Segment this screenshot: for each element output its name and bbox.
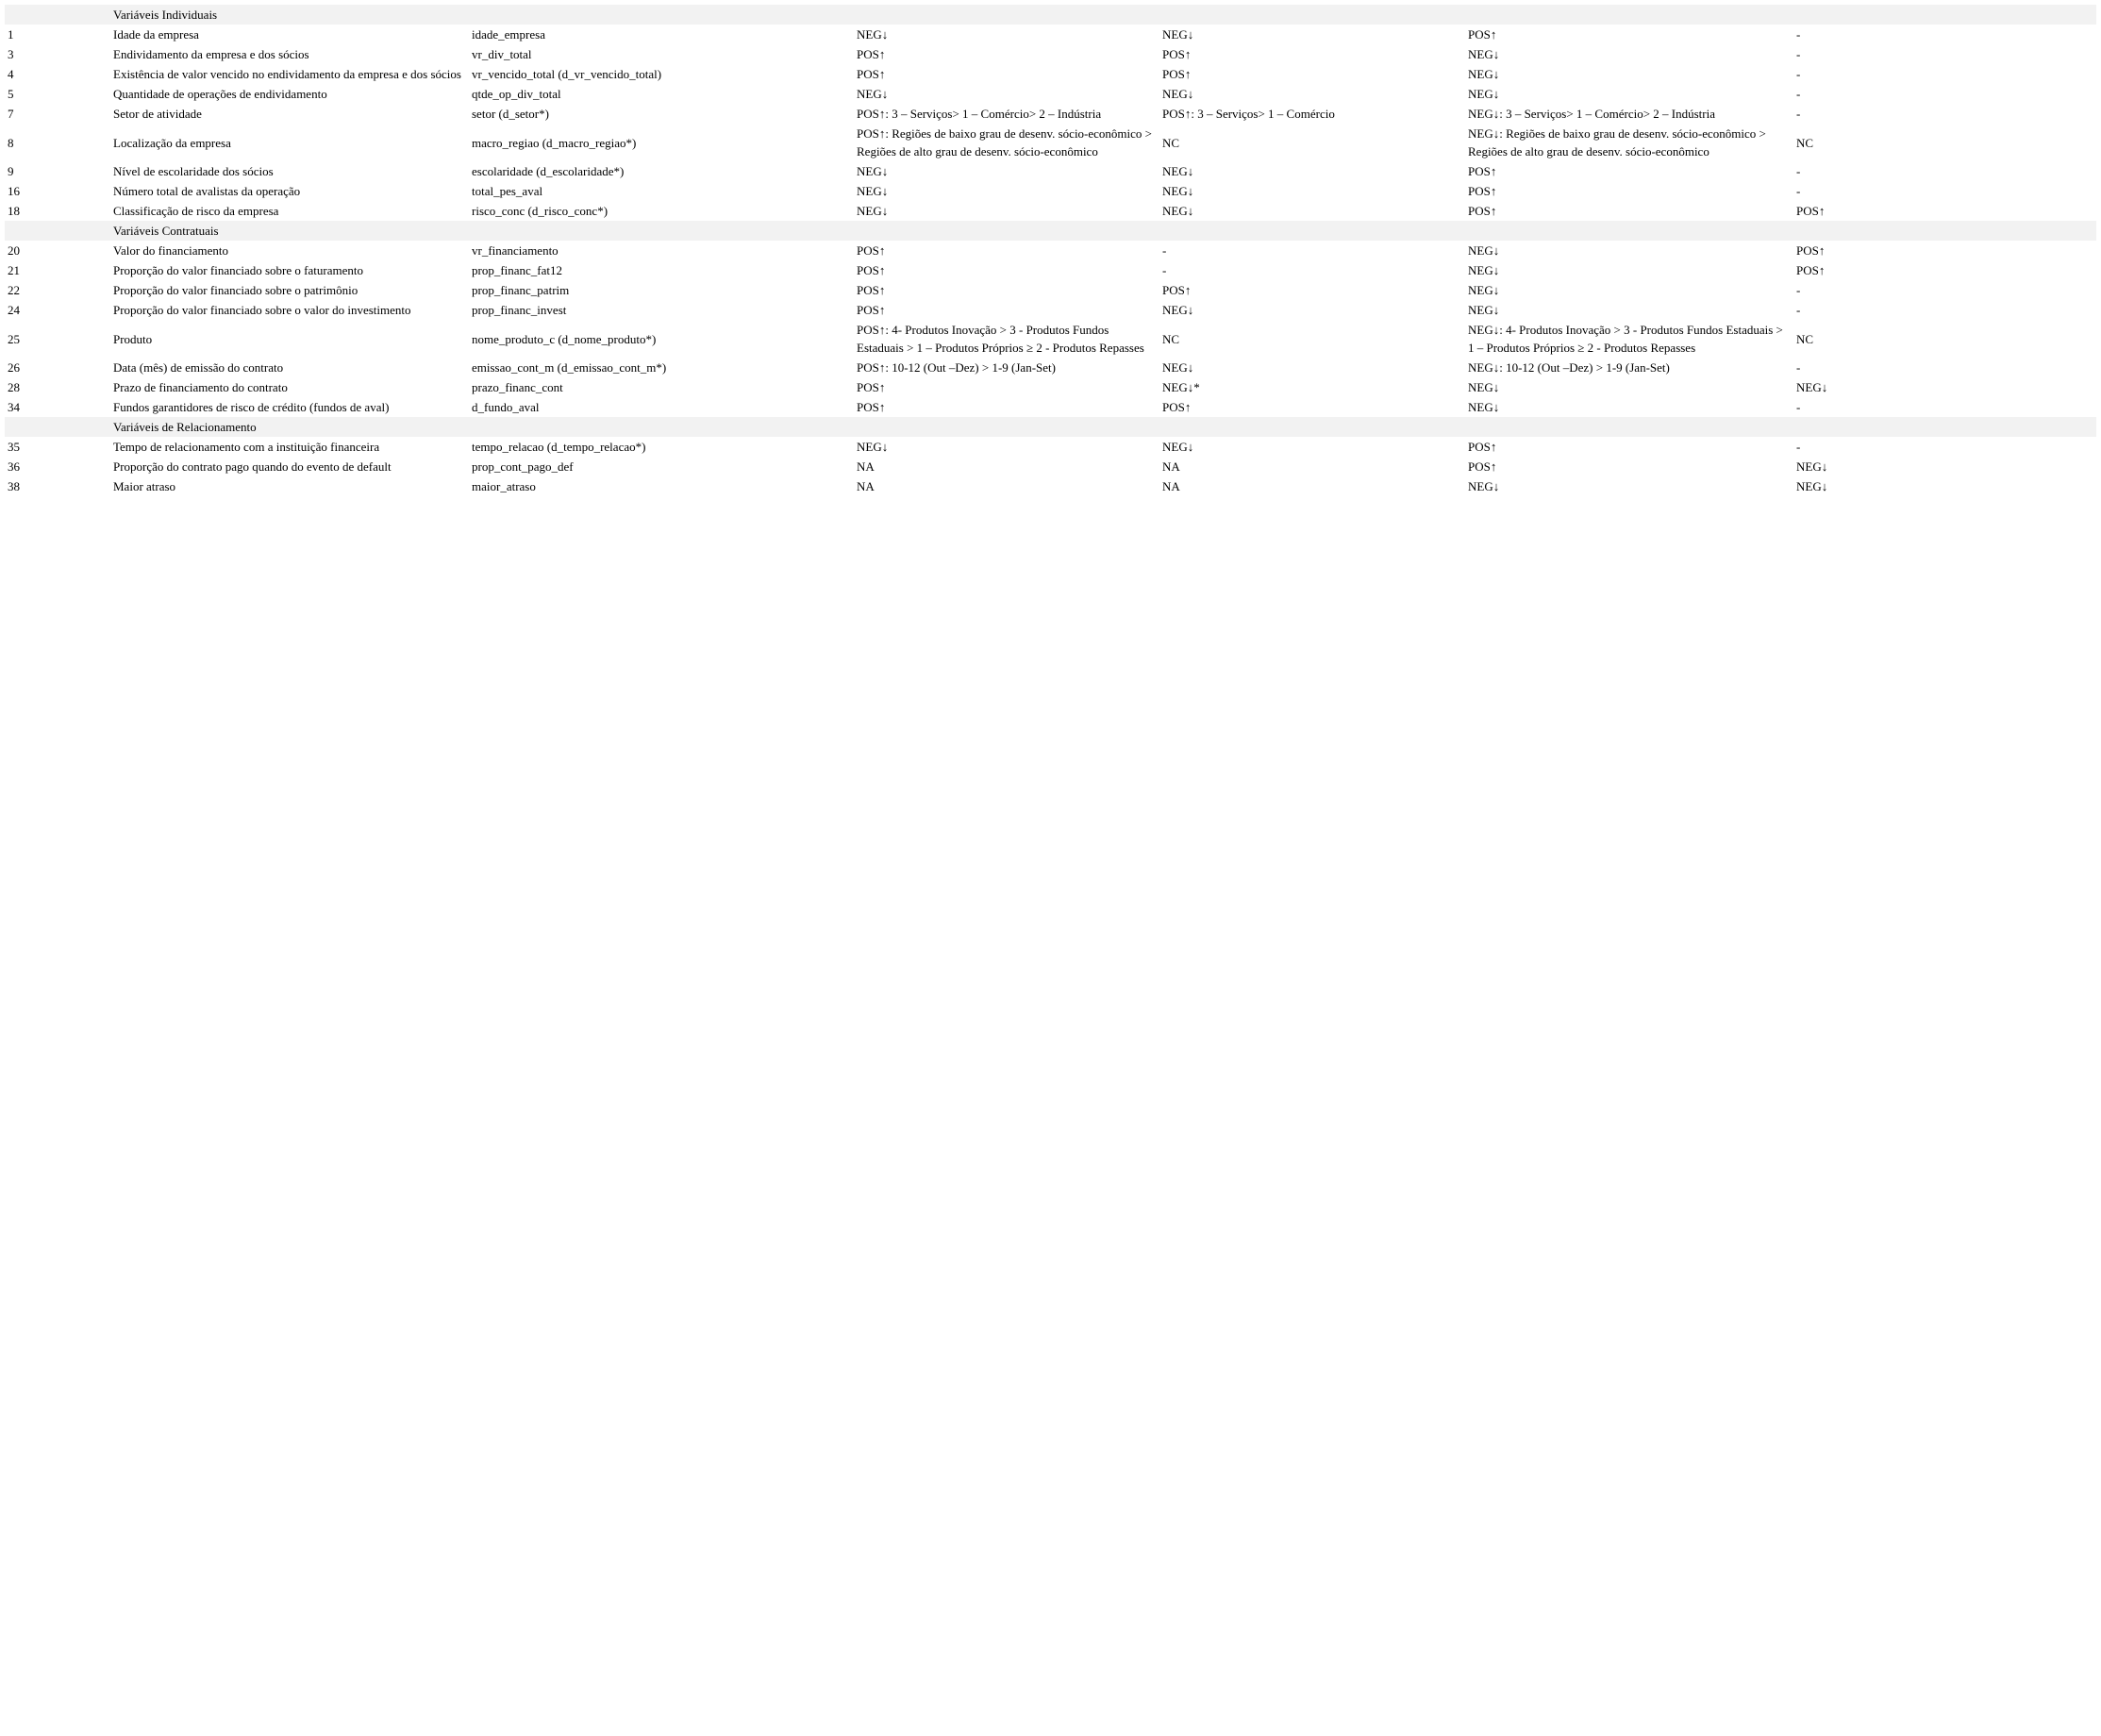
cell-description: Proporção do contrato pago quando do evento de default (113, 459, 392, 474)
cell-variable-name: prop_cont_pago_def (472, 459, 574, 474)
cell-effect-b: NEG↓ (1162, 27, 1194, 42)
cell-description: Proporção do valor financiado sobre o patrimônio (113, 283, 359, 297)
cell-effect-c: POS↑ (1468, 459, 1497, 474)
cell-description: Idade da empresa (113, 27, 199, 42)
cell-effect-c: NEG↓: 10-12 (Out –Dez) > 1-9 (Jan-Set) (1468, 360, 1670, 375)
cell-effect-b: NC (1162, 331, 1180, 346)
cell-effect-c: NEG↓ (1468, 263, 1500, 277)
cell-variable-name: qtde_op_div_total (472, 87, 561, 101)
cell-effect-a: POS↑ (857, 47, 886, 61)
cell-variable-name: vr_financiamento (472, 243, 559, 258)
cell-effect-a: POS↑ (857, 303, 886, 317)
cell-effect-c: NEG↓ (1468, 479, 1500, 493)
table-row (5, 320, 2096, 358)
cell-effect-c: NEG↓ (1468, 87, 1500, 101)
cell-effect-b: NEG↓* (1162, 380, 1200, 394)
cell-effect-a: POS↑ (857, 380, 886, 394)
cell-effect-d: - (1796, 67, 1801, 81)
cell-effect-d: - (1796, 303, 1801, 317)
cell-id: 38 (8, 479, 20, 493)
cell-variable-name: macro_regiao (d_macro_regiao*) (472, 135, 637, 150)
cell-effect-d: - (1796, 107, 1801, 121)
cell-effect-c: NEG↓: 4- Produtos Inovação > 3 - Produtos Fundos Estaduais > 1 – Produtos Próprios ≥ 2 - Produtos Repasses (1468, 323, 1783, 355)
cell-effect-c: POS↑ (1468, 204, 1497, 218)
table-row (5, 280, 2096, 300)
section-title: Variáveis de Relacionamento (110, 417, 2096, 437)
section-header-row (5, 417, 2096, 437)
cell-effect-b: NA (1162, 479, 1180, 493)
cell-effect-b: POS↑ (1162, 67, 1192, 81)
cell-id: 34 (8, 400, 20, 414)
cell-effect-d: - (1796, 27, 1801, 42)
cell-description: Valor do financiamento (113, 243, 229, 258)
cell-id: 22 (8, 283, 20, 297)
table-row (5, 25, 2096, 44)
cell-effect-a: NEG↓ (857, 87, 889, 101)
table-row (5, 44, 2096, 64)
cell-effect-b: NEG↓ (1162, 360, 1194, 375)
cell-variable-name: vr_vencido_total (d_vr_vencido_total) (472, 67, 662, 81)
cell-effect-c: NEG↓ (1468, 400, 1500, 414)
cell-effect-b: NEG↓ (1162, 440, 1194, 454)
cell-effect-c: POS↑ (1468, 164, 1497, 178)
cell-effect-b: NEG↓ (1162, 303, 1194, 317)
cell-description: Fundos garantidores de risco de crédito (fundos de aval) (113, 400, 390, 414)
cell-effect-d: - (1796, 440, 1801, 454)
cell-id: 4 (8, 67, 14, 81)
cell-description: Quantidade de operações de endividamento (113, 87, 327, 101)
cell-effect-d: POS↑ (1796, 263, 1826, 277)
table-row (5, 397, 2096, 417)
cell-effect-a: POS↑ (857, 263, 886, 277)
cell-description: Número total de avalistas da operação (113, 184, 301, 198)
cell-variable-name: emissao_cont_m (d_emissao_cont_m*) (472, 360, 667, 375)
cell-id: 28 (8, 380, 20, 394)
cell-description: Proporção do valor financiado sobre o valor do investimento (113, 303, 411, 317)
table-row (5, 300, 2096, 320)
cell-variable-name: maior_atraso (472, 479, 536, 493)
section-header-spacer (5, 5, 110, 25)
cell-effect-c: NEG↓ (1468, 283, 1500, 297)
cell-effect-c: POS↑ (1468, 184, 1497, 198)
cell-effect-a: NEG↓ (857, 184, 889, 198)
cell-variable-name: prop_financ_patrim (472, 283, 570, 297)
cell-effect-d: - (1796, 360, 1801, 375)
cell-description: Existência de valor vencido no endividamento da empresa e dos sócios (113, 67, 461, 81)
table-row (5, 457, 2096, 476)
cell-effect-a: POS↑: 4- Produtos Inovação > 3 - Produtos Fundos Estaduais > 1 – Produtos Próprios ≥ 2 - Produtos Repasses (857, 323, 1144, 355)
variables-table (5, 5, 2096, 496)
cell-id: 24 (8, 303, 20, 317)
cell-effect-d: POS↑ (1796, 243, 1826, 258)
cell-effect-a: POS↑: 3 – Serviços> 1 – Comércio> 2 – Indústria (857, 107, 1102, 121)
cell-description: Setor de atividade (113, 107, 202, 121)
cell-id: 9 (8, 164, 14, 178)
cell-id: 21 (8, 263, 20, 277)
table-row (5, 64, 2096, 84)
cell-description: Prazo de financiamento do contrato (113, 380, 288, 394)
cell-id: 26 (8, 360, 20, 375)
cell-effect-d: NEG↓ (1796, 459, 1828, 474)
cell-id: 7 (8, 107, 14, 121)
table-row (5, 201, 2096, 221)
cell-effect-a: NEG↓ (857, 27, 889, 42)
cell-variable-name: prop_financ_fat12 (472, 263, 563, 277)
cell-variable-name: prop_financ_invest (472, 303, 567, 317)
cell-description: Classificação de risco da empresa (113, 204, 279, 218)
cell-effect-c: NEG↓: Regiões de baixo grau de desenv. sócio-econômico > Regiões de alto grau de desenv. sócio-econômico (1468, 126, 1766, 159)
cell-effect-a: POS↑: Regiões de baixo grau de desenv. sócio-econômico > Regiões de alto grau de desenv. sócio-econômico (857, 126, 1153, 159)
cell-effect-d: NEG↓ (1796, 479, 1828, 493)
cell-effect-a: NEG↓ (857, 440, 889, 454)
cell-id: 8 (8, 135, 14, 150)
cell-effect-d: NEG↓ (1796, 380, 1828, 394)
cell-effect-d: - (1796, 164, 1801, 178)
cell-effect-c: NEG↓ (1468, 47, 1500, 61)
cell-effect-a: NA (857, 459, 875, 474)
cell-effect-c: POS↑ (1468, 27, 1497, 42)
cell-description: Proporção do valor financiado sobre o faturamento (113, 263, 363, 277)
cell-effect-a: NEG↓ (857, 204, 889, 218)
cell-variable-name: escolaridade (d_escolaridade*) (472, 164, 625, 178)
cell-id: 3 (8, 47, 14, 61)
cell-effect-b: POS↑ (1162, 47, 1192, 61)
cell-id: 20 (8, 243, 20, 258)
cell-id: 18 (8, 204, 20, 218)
cell-effect-b: POS↑ (1162, 400, 1192, 414)
cell-effect-b: NEG↓ (1162, 87, 1194, 101)
section-title: Variáveis Contratuais (110, 221, 2096, 241)
table-row (5, 241, 2096, 260)
cell-variable-name: tempo_relacao (d_tempo_relacao*) (472, 440, 646, 454)
cell-effect-a: NA (857, 479, 875, 493)
table-row (5, 358, 2096, 377)
table-row (5, 84, 2096, 104)
cell-effect-a: NEG↓ (857, 164, 889, 178)
cell-variable-name: d_fundo_aval (472, 400, 540, 414)
cell-effect-c: NEG↓ (1468, 67, 1500, 81)
cell-description: Tempo de relacionamento com a instituição financeira (113, 440, 380, 454)
cell-variable-name: nome_produto_c (d_nome_produto*) (472, 331, 657, 346)
cell-effect-b: NA (1162, 459, 1180, 474)
cell-effect-d: NC (1796, 135, 1814, 150)
table-row (5, 181, 2096, 201)
cell-effect-d: - (1796, 47, 1801, 61)
cell-description: Data (mês) de emissão do contrato (113, 360, 284, 375)
table-row (5, 437, 2096, 457)
table-row (5, 476, 2096, 496)
cell-variable-name: risco_conc (d_risco_conc*) (472, 204, 609, 218)
cell-effect-b: NC (1162, 135, 1180, 150)
cell-id: 35 (8, 440, 20, 454)
cell-effect-b: NEG↓ (1162, 164, 1194, 178)
cell-variable-name: prazo_financ_cont (472, 380, 563, 394)
cell-variable-name: setor (d_setor*) (472, 107, 549, 121)
cell-effect-b: - (1162, 243, 1167, 258)
table-row (5, 377, 2096, 397)
cell-effect-b: POS↑ (1162, 283, 1192, 297)
section-header-row (5, 221, 2096, 241)
cell-description: Maior atraso (113, 479, 176, 493)
cell-description: Localização da empresa (113, 135, 231, 150)
cell-variable-name: idade_empresa (472, 27, 545, 42)
cell-effect-c: NEG↓ (1468, 380, 1500, 394)
section-header-spacer (5, 221, 110, 241)
cell-description: Nível de escolaridade dos sócios (113, 164, 274, 178)
table-row (5, 161, 2096, 181)
cell-id: 36 (8, 459, 20, 474)
cell-effect-a: POS↑ (857, 243, 886, 258)
cell-effect-c: NEG↓ (1468, 243, 1500, 258)
table-row (5, 260, 2096, 280)
document-page (5, 5, 2096, 496)
table-row (5, 124, 2096, 161)
section-header-row (5, 5, 2096, 25)
cell-effect-c: NEG↓ (1468, 303, 1500, 317)
cell-id: 1 (8, 27, 14, 42)
cell-effect-a: POS↑ (857, 67, 886, 81)
section-title: Variáveis Individuais (110, 5, 2096, 25)
cell-effect-b: POS↑: 3 – Serviços> 1 – Comércio (1162, 107, 1335, 121)
cell-effect-a: POS↑ (857, 283, 886, 297)
cell-effect-c: NEG↓: 3 – Serviços> 1 – Comércio> 2 – Indústria (1468, 107, 1715, 121)
cell-effect-d: - (1796, 283, 1801, 297)
cell-variable-name: vr_div_total (472, 47, 532, 61)
cell-effect-a: POS↑ (857, 400, 886, 414)
cell-effect-d: - (1796, 87, 1801, 101)
cell-id: 16 (8, 184, 20, 198)
variables-table-body (5, 5, 2096, 496)
cell-effect-c: POS↑ (1468, 440, 1497, 454)
cell-effect-b: NEG↓ (1162, 184, 1194, 198)
cell-description: Endividamento da empresa e dos sócios (113, 47, 309, 61)
cell-effect-a: POS↑: 10-12 (Out –Dez) > 1-9 (Jan-Set) (857, 360, 1056, 375)
cell-effect-d: NC (1796, 331, 1814, 346)
cell-id: 5 (8, 87, 14, 101)
cell-description: Produto (113, 331, 153, 346)
cell-effect-d: - (1796, 184, 1801, 198)
cell-effect-d: - (1796, 400, 1801, 414)
section-header-spacer (5, 417, 110, 437)
cell-variable-name: total_pes_aval (472, 184, 543, 198)
cell-id: 25 (8, 331, 20, 346)
table-row (5, 104, 2096, 124)
cell-effect-d: POS↑ (1796, 204, 1826, 218)
cell-effect-b: NEG↓ (1162, 204, 1194, 218)
cell-effect-b: - (1162, 263, 1167, 277)
